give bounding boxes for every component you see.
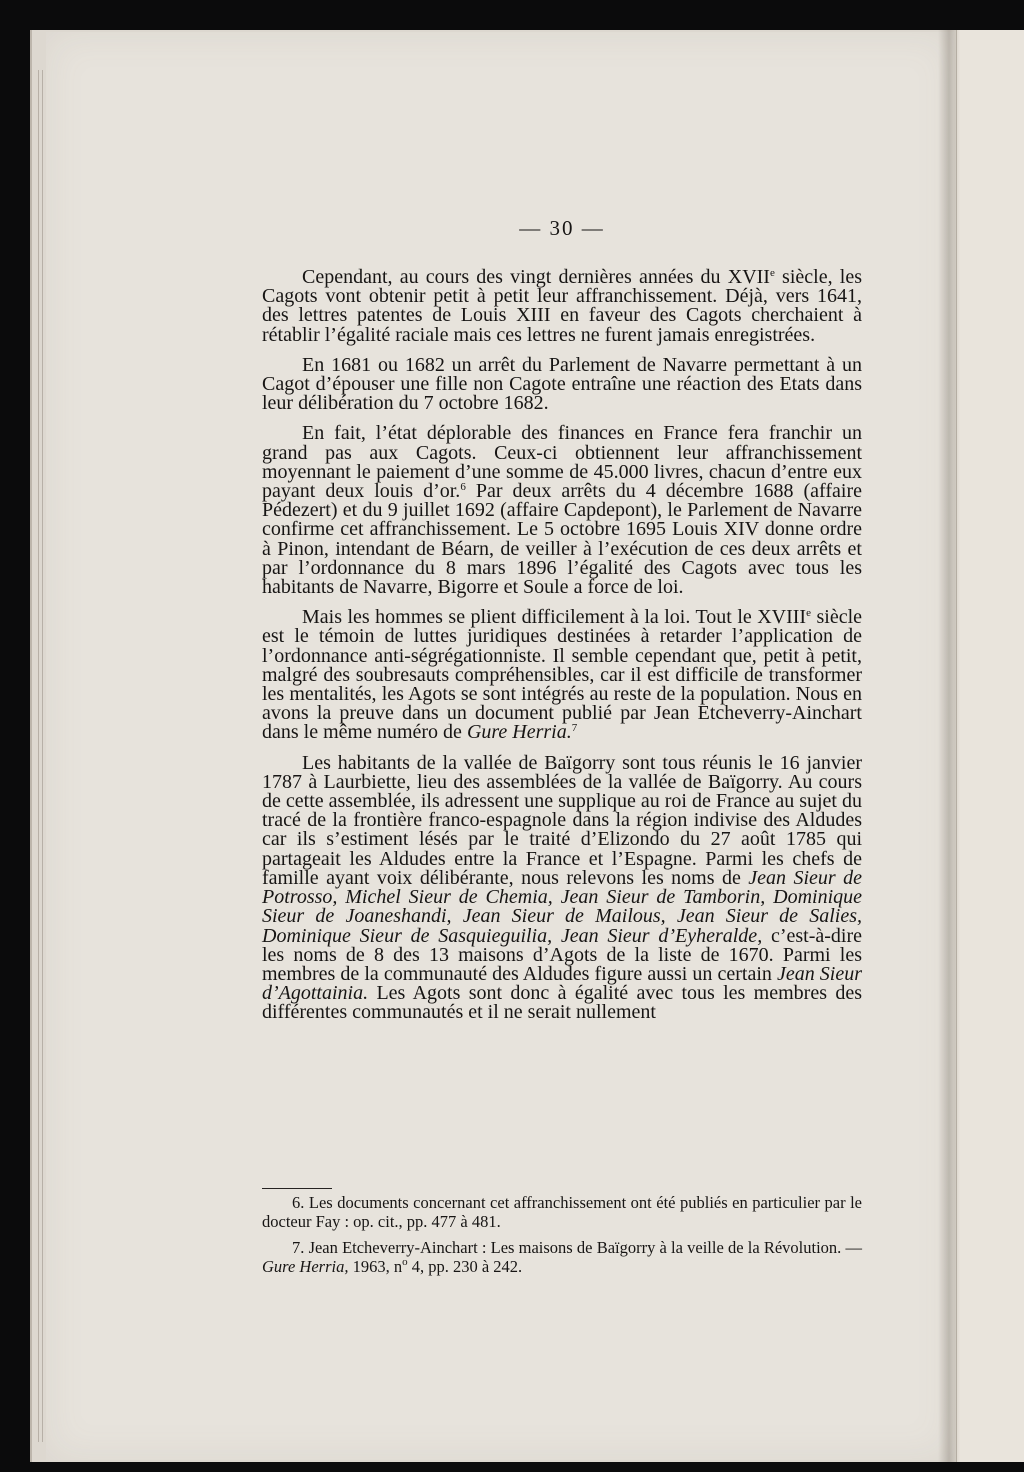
paragraph-text: siècle, les Cagots vont obtenir petit à petit leur affranchissement. Déjà, vers 1641, des lettres patentes de Louis XIII en faveur des Cagots cherchaient à rétablir l’égalité raciale mais ces lettres ne furent jamais enregistrées. bbox=[262, 266, 862, 346]
footnotes bbox=[262, 1194, 862, 1284]
paragraph: En 1681 ou 1682 un arrêt du Parlement de Navarre permettant à un Cagot d’épouser une fille non Cagote entraîne une réaction des Etats dans leur délibération du 7 octobre 1682. bbox=[262, 353, 862, 415]
page-edge-line bbox=[42, 70, 43, 1442]
page-number: — 30 — bbox=[519, 216, 605, 240]
paragraph bbox=[262, 751, 863, 1024]
scanned-page bbox=[46, 32, 954, 1460]
footnote: 6. Les documents concernant cet affranchissement ont été publiés en particulier par le docteur Fay : op. cit., pp. 477 à 481. bbox=[262, 1193, 862, 1231]
superscript: o bbox=[402, 1255, 408, 1268]
footnote-text: 1963, n bbox=[348, 1256, 403, 1276]
page-edge-line bbox=[38, 70, 39, 1442]
italic-names: Jean Sieur de Potrosso, Michel Sieur de Chemia, Jean Sieur de Tamborin, Dominique Sieur de Joaneshandi, Jean Sieur de Mailous, Jean Sieur de Salies, Dominique Sieur de Sasquieguilia, Jean Sieur d’Eyheralde, bbox=[262, 866, 862, 947]
paragraph bbox=[262, 608, 862, 742]
footnote bbox=[262, 1239, 862, 1276]
footnote-divider bbox=[262, 1188, 332, 1189]
superscript: e bbox=[806, 607, 811, 620]
paragraph-text: Par deux arrêts du 4 décembre 1688 (affaire Pédezert) et du 9 juillet 1692 (affaire Capdepont), le Parlement de Navarre confirme cet affranchissement. Le 5 octobre 1695 Louis XIV donne ordre à Pinon, intendant de Béarn, de veiller à l’exécution de ces deux arrêts et par l’ordonnance du 8 mars 1896 l’égalité des Cagots avec tous les habitants de Navarre, Bigorre et Soule a force de loi. bbox=[262, 480, 862, 599]
paragraph bbox=[262, 268, 862, 345]
paragraph-text: Mais les hommes se plient difficilement à la loi. Tout le XVIII bbox=[302, 606, 807, 629]
footnote-reference: 6 bbox=[460, 481, 466, 494]
italic-title: Gure Herria, bbox=[262, 1256, 349, 1276]
footnote-reference: 7 bbox=[571, 722, 578, 735]
footnote-text: 4, pp. 230 à 242. bbox=[407, 1256, 523, 1276]
facing-page-edge bbox=[956, 30, 1024, 1462]
book-gutter-shadow bbox=[938, 30, 960, 1462]
paragraph-text: Les habitants de la vallée de Baïgorry sont tous réunis le 16 janvier 1787 à Laurbiette, lieu des assemblées de la vallée de Baïgorry. Au cours de cette assemblée, ils adressent une supplique au roi de France au sujet du tracé de la frontière franco-espagnole dans la région indivise des Aldudes car ils s’estiment lésés par le traité d’Elizondo du 27 août 1785 qui partageait les Aldudes entre la France et l’Espagne. Parmi les chefs de famille ayant voix délibérante, nous relevons les noms de bbox=[262, 751, 862, 889]
paragraph bbox=[262, 424, 862, 597]
paragraph-text: Les Agots sont donc à égalité avec tous les membres des différentes communautés et il ne serait nullement bbox=[262, 982, 862, 1024]
superscript: e bbox=[769, 267, 775, 279]
paragraph-text: Cependant, au cours des vingt dernières années du XVII bbox=[302, 266, 770, 288]
body-text bbox=[262, 268, 862, 1034]
italic-name: Jean Sieur d’Agottainia. bbox=[262, 962, 862, 1005]
paragraph-text: siècle est le témoin de luttes juridiques destinées à retarder l’application de l’ordonnance anti-ségrégationniste. Il semble cependant que, petit à petit, malgré des soubresauts compréhensibles, car il est difficile de transformer les mentalités, les Agots se sont intégrés au reste de la population. Nous en avons la preuve dans un document publié par Jean Etcheverry-Ainchart dans le même numéro de bbox=[262, 606, 863, 744]
paragraph-text: En fait, l’état déplorable des finances en France fera franchir un grand pas aux Cagots. Ceux-ci obtiennent leur affranchissement moyennant le paiement d’une somme de 45.000 livres, chacun d’entre eux payant deux louis d’or. bbox=[262, 422, 862, 503]
paragraph-text: c’est-à-dire les noms de 8 des 13 maisons d’Agots de la liste de 1670. Parmi les membres de la communauté des Aldudes figure aussi un certain bbox=[262, 924, 863, 985]
footnote-text: 7. Jean Etcheverry-Ainchart : Les maisons de Baïgorry à la veille de la Révolution. — bbox=[292, 1238, 862, 1257]
italic-title: Gure Herria. bbox=[466, 721, 572, 744]
